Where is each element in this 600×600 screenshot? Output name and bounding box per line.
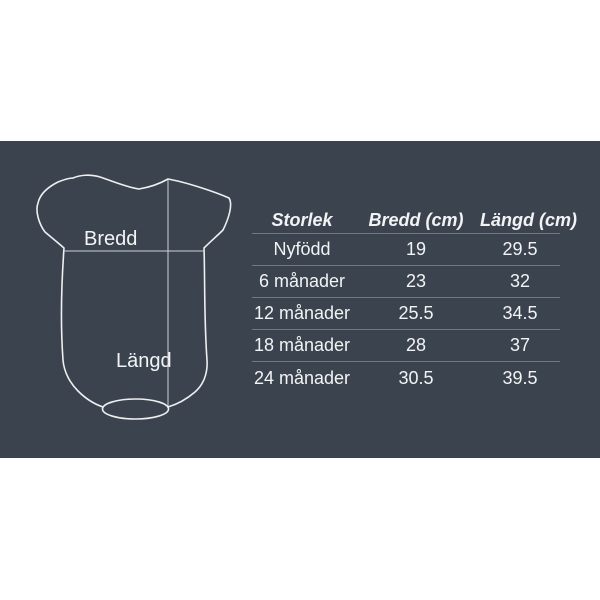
- cell-langd: 34.5: [502, 303, 538, 323]
- table-row: [252, 298, 560, 330]
- table-row: [252, 266, 560, 298]
- table-row: [252, 362, 560, 394]
- size-chart-panel: [0, 141, 600, 458]
- cell-storlek: 6 månader: [258, 271, 346, 291]
- crotch-snap-ellipse: [103, 399, 169, 419]
- cell-langd: 32: [509, 271, 531, 291]
- cell-storlek: Nyfödd: [273, 239, 331, 259]
- cell-storlek: 18 månader: [253, 335, 351, 355]
- cell-bredd: 19: [405, 239, 427, 259]
- table-row: [252, 234, 560, 266]
- table-row: [252, 330, 560, 362]
- cell-bredd: 25.5: [398, 303, 434, 323]
- cell-langd: 39.5: [502, 367, 538, 388]
- width-label: Bredd: [84, 228, 138, 250]
- cell-langd: 29.5: [502, 239, 538, 259]
- bodysuit-diagram: [0, 141, 260, 458]
- cell-bredd: 30.5: [398, 367, 434, 388]
- cell-storlek: 12 månader: [253, 303, 351, 323]
- bodysuit-outline: [37, 175, 231, 407]
- cell-bredd: 28: [405, 335, 427, 355]
- header-storlek: Storlek: [271, 209, 333, 230]
- header-langd-cm: Längd (cm): [480, 209, 577, 230]
- length-label: Längd: [116, 350, 172, 372]
- size-table-header-row: [252, 207, 577, 234]
- cell-langd: 37: [509, 335, 531, 355]
- cell-storlek: 24 månader: [253, 367, 351, 388]
- size-table: [252, 207, 577, 394]
- header-bredd-cm: Bredd (cm): [368, 209, 464, 230]
- cell-bredd: 23: [405, 271, 427, 291]
